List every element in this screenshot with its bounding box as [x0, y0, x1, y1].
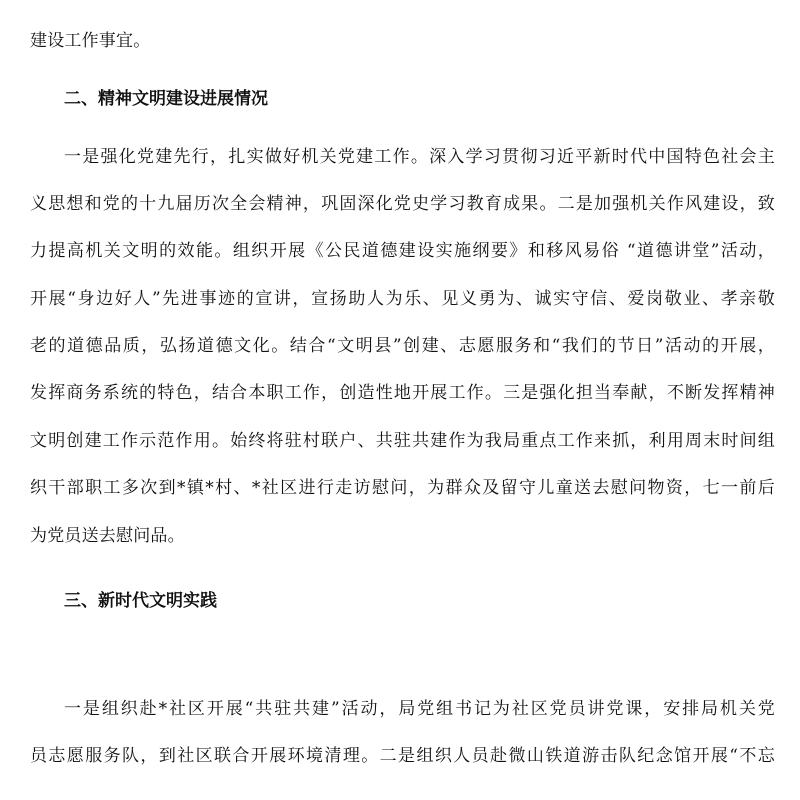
paragraph-line: 织干部职工多次到*镇*村、*社区进行走访慰问，为群众及留守儿童送去慰问物资，七一前后: [30, 478, 775, 498]
paragraph-line: 开展“身边好人”先进事迹的宣讲，宣扬助人为乐、见义勇为、诚实守信、爱岗敬业、孝亲敬: [30, 289, 775, 309]
section-heading-2: 二、精神文明建设进展情况: [64, 89, 268, 109]
section-heading-3: 三、新时代文明实践: [64, 591, 217, 611]
paragraph-line: 一是强化党建先行，扎实做好机关党建工作。深入学习贯彻习近平新时代中国特色社会主: [64, 147, 775, 167]
paragraph-line: 义思想和党的十九届历次全会精神，巩固深化党史学习教育成果。二是加强机关作风建设，致: [30, 194, 775, 214]
paragraph-line: 员志愿服务队，到社区联合开展环境清理。二是组织人员赴微山铁道游击队纪念馆开展“不忘: [30, 746, 775, 766]
paragraph-line: 力提高机关文明的效能。组织开展《公民道德建设实施纲要》和移风易俗 “道德讲堂”活动，: [30, 241, 775, 261]
paragraph-line: 发挥商务系统的特色，结合本职工作，创造性地开展工作。三是强化担当奉献，不断发挥精神: [30, 383, 775, 403]
text-line-continuation: 建设工作事宜。: [30, 31, 151, 51]
paragraph-line: 一是组织赴*社区开展“共驻共建”活动，局党组书记为社区党员讲党课，安排局机关党: [64, 699, 775, 719]
paragraph-line: 文明创建工作示范作用。始终将驻村联户、共驻共建作为我局重点工作来抓，利用周末时间组: [30, 431, 775, 451]
paragraph-line: 老的道德品质，弘扬道德文化。结合“文明县”创建、志愿服务和“我们的节日”活动的开展，: [30, 336, 775, 356]
paragraph-line: 为党员送去慰问品。: [30, 526, 185, 546]
